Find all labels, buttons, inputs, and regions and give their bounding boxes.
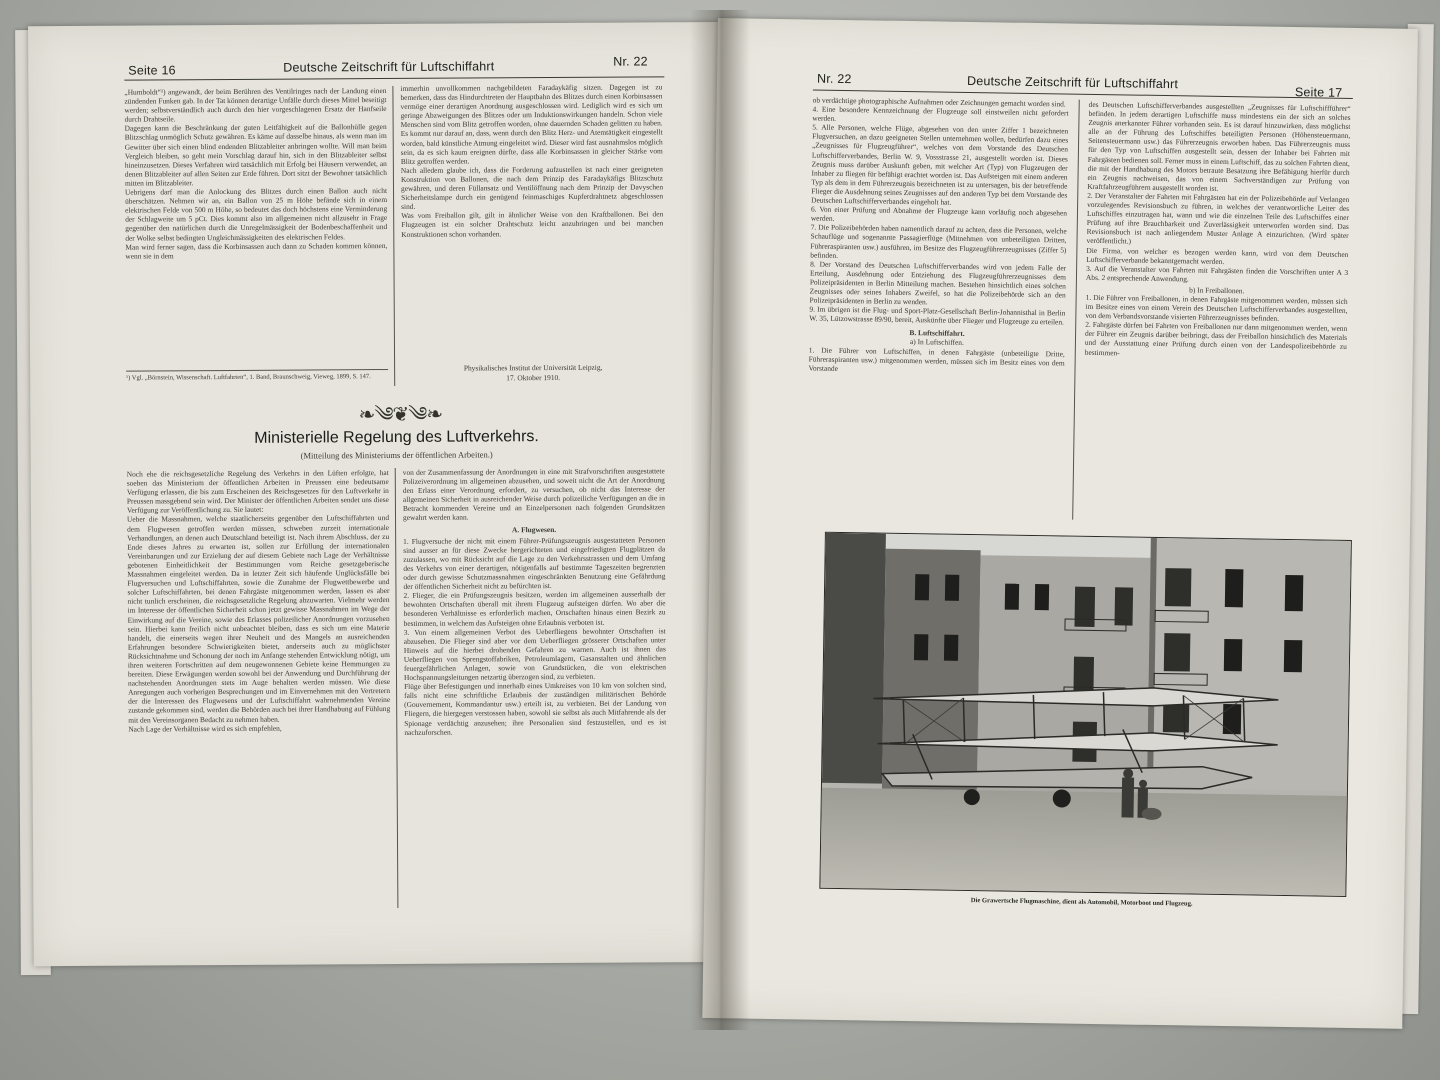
biplane-drawing [820,533,1351,896]
right-column-2-top-text: des Deutschen Luftschifferverbandes ausgestellten „Zeugnisses für Luftschiffführer“ befinden. In jedem derartigen Luftschiffe muss mindestens ein der sich an solches Zeugnis anerkannter Führer vorhanden sein. Es ist darauf hinzuwirken, dass möglichst alle an der Führung des Luftschiffes beteiligten Personen (Höhensteuermann, Seitensteuermann usw.) das Führerzeugnis erworben haben. Das Führerzeugnis muss für den Typ von Luftschiffen ausgestellt sein, dessen der Inhaber bei Fahrten mit Fahrgästen bedienen soll. Ferner muss in einem Luftschiff, das zu solchen Fahrten dient, die mit der Handhabung des Motors betraute Besatzung ihre Befähigung hierfür durch ein Zeugnis nachweisen, das von einem Sachverständigen zur Prüfung von Kraftfahrzeugführern ausgestellt worden ist. 2. Der Veranstalter der Fahrten mit Fahrgästen hat ein der Polizeibehörde auf Verlangen vorzulegendes Revisionsbuch zu führen, in welches der verantwortliche Leiter des Luftschiffes einzutragen hat, wann und wie die einzelnen Teile des Luftschiffes einer Prüfung auf ihre Brauchbarkeit und Zuverlässigkeit unterworfen worden sind. Das Revisionsbuch ist nach anliegendem Muster Anlage A einzurichten. (Wird später veröffentlicht.) Die Firma, von welcher es bezogen werden kann, wird von dem Deutschen Luftschifferverbande bekanntgemacht werden. 3. Auf die Veranstalter von Fahrten mit Fahrgästen finden die Vorschriften unter A 3 Abs. 2 entsprechende Anwendung. [1085,99,1351,284]
column-2-intro: von der Zusammenfassung der Anordnungen in eine mit Strafvorschriften ausgestattete Polizeiverordnung im allgemeinen abzusehen, und soweit nicht die Art der Anordnung den Erlass einer Verordnung erfordert, zu versuchen, ob nicht das Interesse der allgemeinen Sicherheit in ausreichender Weise durch polizeiliche Verfügungen an die in Betracht kommenden Vereine und an Einzelpersonen nach folgenden Grundsätzen gewahrt werden kann. [402,466,665,523]
footnote-rule [126,369,388,372]
left-page [28,22,724,966]
right-issue-number: Nr. 22 [816,71,852,87]
signature-institute: Physikalisches Institut der Universität Leipzig, [463,362,603,373]
right-column-2-bottom-text: 1. Die Führer von Freiballonen, in denen Fahrgäste mitgenommen werden, müssen sich im Besitze eines von einem Verein des Deutschen Luftschifferverbandes ausgestellten, von dem Verbandsvorstande visierten Führerzeugnisses befinden. 2. Fahrgäste dürfen bei Fahrten von Freiballonen nur dann mitgenommen werden, wenn der Führer ein Zeugnis darüber beibringt, dass der Freiballon hinsichtlich des Materials und der Ausstattung einer Prüfung durch einen von der Landespolizeibehörde zu bestimmen- [1084,292,1348,357]
left-bottom-column-1: Noch ehe die reichsgesetzliche Regelung des Verkehrs in den Lüften erfolgte, hat soeben das Ministerium der öffentlichen Arbeiten in Preussen eine bedeutsame Verfügung erlassen, die bis zum Erscheinen des Reichsgesetzes für den Luftverkehr in Preussen massgebend sein wird. Der Minister der öffentlichen Arbeiten sendet uns diese Verfügung zur Veröffentlichung zu. Sie lautet: Ueber die Massnahmen, welche staatlicherseits gegenüber den Luftschiffahrten und dem Flugwesen getroffen werden müssen, schweben zurzeit internationale Verhandlungen, an denen auch Deutschland beteiligt ist. Nach ihrem Abschluss, der zu Ende dieses Jahres zu erwarten ist, sollen zur Erfüllung der internationalen Vereinbarungen und zur Erzielung der auf diesem Gebiete nach Lage der Verhältnisse gebotenen Einheitlichkeit der Bestimmungen vom Reiche gesetzgeberische Massnahmen eingeleitet werden. Da in letzter Zeit sich häufende Unglücksfälle bei Flugversuchen und Luftschiffahrten, sowie die Zunahme der Flugwettbewerbe und solcher Luftschiffahrten, bei denen Fahrgäste mitgenommen werden, lassen es aber nicht tunlich erscheinen, die reichsgesetzliche Regelung abzuwarten. Vielmehr werden im Interesse der öffentlichen Sicherheit schon jetzt gewisse Massnahmen im Wege der Einwirkung auf die Vereine, sowie des Erlasses polizeilicher Anordnungen vorzusehen sein. Hierbei kann freilich nicht unbeachtet bleiben, dass es sich um eine Materie handelt, die einerseits wegen ihrer Neuheit und des Mangels an ausreichenden Erfahrungen besondere Schwierigkeiten bietet, anderseits auch zu möglichster Rücksichtnahme und Schonung der noch im Anfange stehenden Entwicklung nötigt, um ihren weiteren Fortschritten auf dem neugewonnenen Gebiete keine Hemmungen zu bereiten. Diese Erwägungen werden sowohl bei der Anwendung und Durchführung der nachstehenden Anordnungen stets im Auge behalten werden müssen. Wie diese Anregungen auch vorherigen Besprechungen und im Einvernehmen mit den Vertretern der die Interessen des Flugwesens und der Luftschiffahrt wahrnehmenden Vereine zustande gekommen sind, werden die Behörden auch bei ihrer Handhabung auf Fühlung mit den Vereinsorganen Bedacht zu nehmen haben. Nach Lage der Verhältnisse wird es sich empfehlen, [126,468,391,734]
left-journal-title: Deutsche Zeitschrift für Luftschiffahrt [283,59,495,75]
left-top-column-divider [392,86,395,386]
right-column-1 [806,95,1069,519]
right-column-2 [1082,100,1351,524]
photo-caption: Die Grawertsche Flugmaschine, dient als Automobil, Motorboot und Flugzeug. [970,897,1193,908]
section-b-heading: B. Luftschiffahrt. [909,328,965,339]
signature-date: 17. Oktober 1910. [506,372,561,383]
section-b-a-heading: a) In Luftschiffen. [909,337,964,348]
section-b-b-heading: b) In Freiballonen. [1189,285,1245,296]
section-a-heading: A. Flugwesen. [511,524,557,534]
right-page [702,18,1418,1029]
section-a-body: 1. Flugversuche der nicht mit einem Führer-Prüfungszeugnis ausgestatteten Personen sind ausser an für diese Zwecke hergerichteten und eingefriedigten Flugplätzen da zuzulassen, wo mit Rücksicht auf die Lage zu den Verkehrsstrassen und dem Umfang des Verkehrs von einer derartigen, nötigenfalls auf bestimmte Tageszeiten begrenzten oder durch gewisse Schutzmassnahmen eingeschränkten Benutzung eine Gefährdung der öffentlichen Sicherheit nicht zu befürchten ist. 2. Flieger, die ein Prüfungszeugnis besitzen, werden im allgemeinen ausserhalb der bewohnten Ortschaften überall mit ihrem Flugzeug aufsteigen dürfen. Wo aber die besonderen Verhältnisse es erforderlich machen, Ortschaften hinaus einen Bezirk zu bestimmen, in welchem das Aufsteigen ohne Erlaubnis verboten ist. 3. Von einem allgemeinen Verbot des Ueberfliegens bewohnter Ortschaften ist abzusehen. Die Flieger sind aber vor dem Ueberfliegen grösserer Ortschaften unter Hinweis auf die hierbei drohenden Gefahren zu warnen. Auch ist ihnen das Ueberfliegen von Sprengstoffabriken, Petroleumlagern, Gasanstalten und ähnlichen feuergefährlichen Anlagen, sowie von Grundstücken, die von elektrischen Hochspannungsleitungen netzartig überzogen sind, zu verbieten. Flüge über Befestigungen und innerhalb eines Umkreises von 10 km von solchen sind, falls nicht eine schriftliche Erlaubnis der zuständigen militärischen Behörde (Gouvernement, Kommandantur usw.) erteilt ist, zu verbieten. Bei der Landung von Fliegern, die hiergegen verstossen haben, sowohl sie selbst als auch Mitfahrende als der Spionage verdächtig anzusehen; ihre Personalien sind festzustellen, und es ist nachzuforschen. [403,534,667,737]
right-column-1-bottom-text: 1. Die Führer von Luftschiffen, in denen Fahrgäste (unbeteiligte Dritte, Führeraspiranten usw.) mitgenommen werden, müssen sich im Besitz eines von dem Vorstande [808,344,1065,373]
decorative-ornament-icon: ❧༄❦༄❧ [358,403,443,427]
left-bottom-column-divider [395,468,399,908]
right-column-divider [1072,100,1080,520]
right-column-1-top-text: ob verdächtige photographische Aufnahmen oder Zeichnungen gemacht worden sind. 4. Eine besondere Kennzeichnung der Flugzeuge soll einstweilen nicht gefordert werden. 5. Alle Personen, welche Flüge, abgesehen von den unter Ziffer 1 bezeichneten Flugversuchen, an dazu geeigneten Stellen unternehmen wollen, bedürfen dazu eines „Zeugnisses für Flugzeugführer“, welches von dem Vorstande des Deutschen Luftschifferverbandes, Berlin W. 9, Vossstrasse 21, ausgestellt worden ist. Dieses Zeugnis muss darüber Auskunft geben, mit welcher Art (Typ) von Flugzeugen der Inhaber zu fliegen für befähigt erachtet worden ist. Das Aufsteigen mit einem anderen Typ als dem in dem Führerzeugnis bezeichneten ist zu untersagen, bis der betreffende Flieger die Ausdehnung seines Zeugnisses auf den anderen Typ bei dem Vorstande des Deutschen Luftschifferverbandes eingeholt hat. 6. Von einer Prüfung und Abnahme der Flugzeuge kann vorläufig noch abgesehen werden. 7. Die Polizeibehörden haben namentlich darauf zu achten, dass die Personen, welche Schauflüge und sogenannte Passagierflüge (Mitnehmen von unbeteiligten Dritten, Führeraspiranten usw.) ausführen, im Besitze des Flugzeugführerzeugnisses (Ziffer 5) befinden. 8. Der Vorstand des Deutschen Luftschifferverbandes wird von jedem Falle der Erteilung, Ausdehnung oder Entziehung des Flugzeugführerzeugnisses dem Polizeipräsidenten in Berlin Mitteilung machen. Bestehen hinsichtlich eines solchen Zeugnisses oder seines Inhabers Zweifel, so hat die Polizeibehörde sich an den Polizeipräsidenten in Berlin zu wenden. 9. Im übrigen ist die Flug- und Sport-Platz-Gesellschaft Berlin-Johannisthal in Berlin W. 35, Lützowstrasse 89/90, bereit, Auskünfte über Flieger und Flugzeuge zu erteilen. [809,95,1069,327]
footnote: ¹) Vgl. „Börnstein, Wissenschaft. Luftfahrten“, 1. Band, Braunschweig, Vieweg, 1899, S. 147. [126,373,371,382]
left-page-number: Seite 16 [128,63,176,78]
article-title: Ministerielle Regelung des Luftverkehrs. [254,428,539,447]
left-bottom-column-2 [403,466,668,908]
article-subtitle: (Mitteilung des Ministeriums der öffentlichen Arbeiten.) [300,449,493,461]
left-header-rule [124,76,664,80]
right-journal-title: Deutsche Zeitschrift für Luftschiffahrt [966,73,1179,92]
left-issue-number: Nr. 22 [613,54,648,69]
left-top-column-2: immerhin unvollkommen nachgebildeten Faradaykäfig sitzen. Dagegen ist zu bemerken, dass das Hindurchtreten der Hauptbahn des Blitzes durch einen Korbinsassen vermöge einer derartigen Anordnung ausgeschlossen wird. Lediglich wird es sich um geringe Abzweigungen des Blitzes oder um Induktionswirkungen handeln. Schon viele Menschen sind vom Blitz getroffen worden, ohne dauernden Schaden gelitten zu haben. Es kommt nur darauf an, dass, wenn durch den Blitz Herz- und Atemtätigkeit eingestellt worden, bald künstliche Atmung eingeleitet wird. Dieser wird fast ausnahmslos möglich sein, da es sich kaum ereignen dürfte, dass alle Korbinsassen in gleicher Stärke vom Blitz getroffen werden. Nach alledem glaube ich, dass die Forderung aufzustellen ist nach einer geeigneten Konstruktion von Ballonen, die nach dem Prinzip des Faradaykäfigs Blitzschutz gewähren, und deren Füllansatz und Ventilöffnung nach dem Prinzip der Davyschen Sicherheitslampe durch ein genügend feinmaschiges Kupferdrahtnetz abgeschlossen sind. Was vom Freiballon gilt, gilt in ähnlicher Weise von den Kraftballonen. Bei den Flugzeugen ist ein solcher Drahtschutz leicht anzubringen und bei manchen Konstruktionen schon vorhanden. [400,82,664,239]
airplane-photograph [819,532,1352,897]
left-top-column-1: „Humboldt“¹) angewandt, der beim Berühren des Ventilringes nach der Landung einen zündenden Funken gab. In der Tat können derartige Unfälle durch dieses Mittel beseitigt werden; selbstverständlich auch durch den hier vorgeschlagenen Ersatz der Hanfseile durch Drahtseile. Dagegen kann die Beschränkung der guten Leitfähigkeit auf die Ballonhülle gegen Blitzschlag unmöglich Schutz gewähren. Es käme auf dasselbe hinaus, als wenn man im Gewitter über sich einen blind endenden Blitzableiter anbringen wollte. Will man beim Vergleich bleiben, so geht mein Vorschlag darauf hin, sich in den Blitzableiter selbst hineinzusetzen. Dieses Verfahren wird tatsächlich mit Erfolg bei Häusern verwendet, an denen Blitzableiter auf allen Seiten zur Erde führen. Dort sitzt der Bewohner tatsächlich mitten im Blitzableiter. Uebrigens darf man die Anlockung des Blitzes durch einen Ballon auch nicht überschätzen. Nehmen wir an, ein Ballon von 25 m Höhe befände sich in einem elektrischen Felde von 500 m Höhe, so bedeutet das doch höchstens eine Verminderung der Schlagweite um 5 pCt. Dies kommt also im allgemeinen nicht allzusehr in Frage gegenüber den natürlichen durch die Unregelmässigkeit der Bodenbeschaffenheit und der Wolke selbst bedingten Ungleichmässigkeiten des elektrischen Feldes. Man wird ferner sagen, dass die Korbinsassen auch dann zu Schaden kommen können, wenn sie in dem [124,86,388,261]
right-page-number: Seite 17 [1294,85,1343,100]
